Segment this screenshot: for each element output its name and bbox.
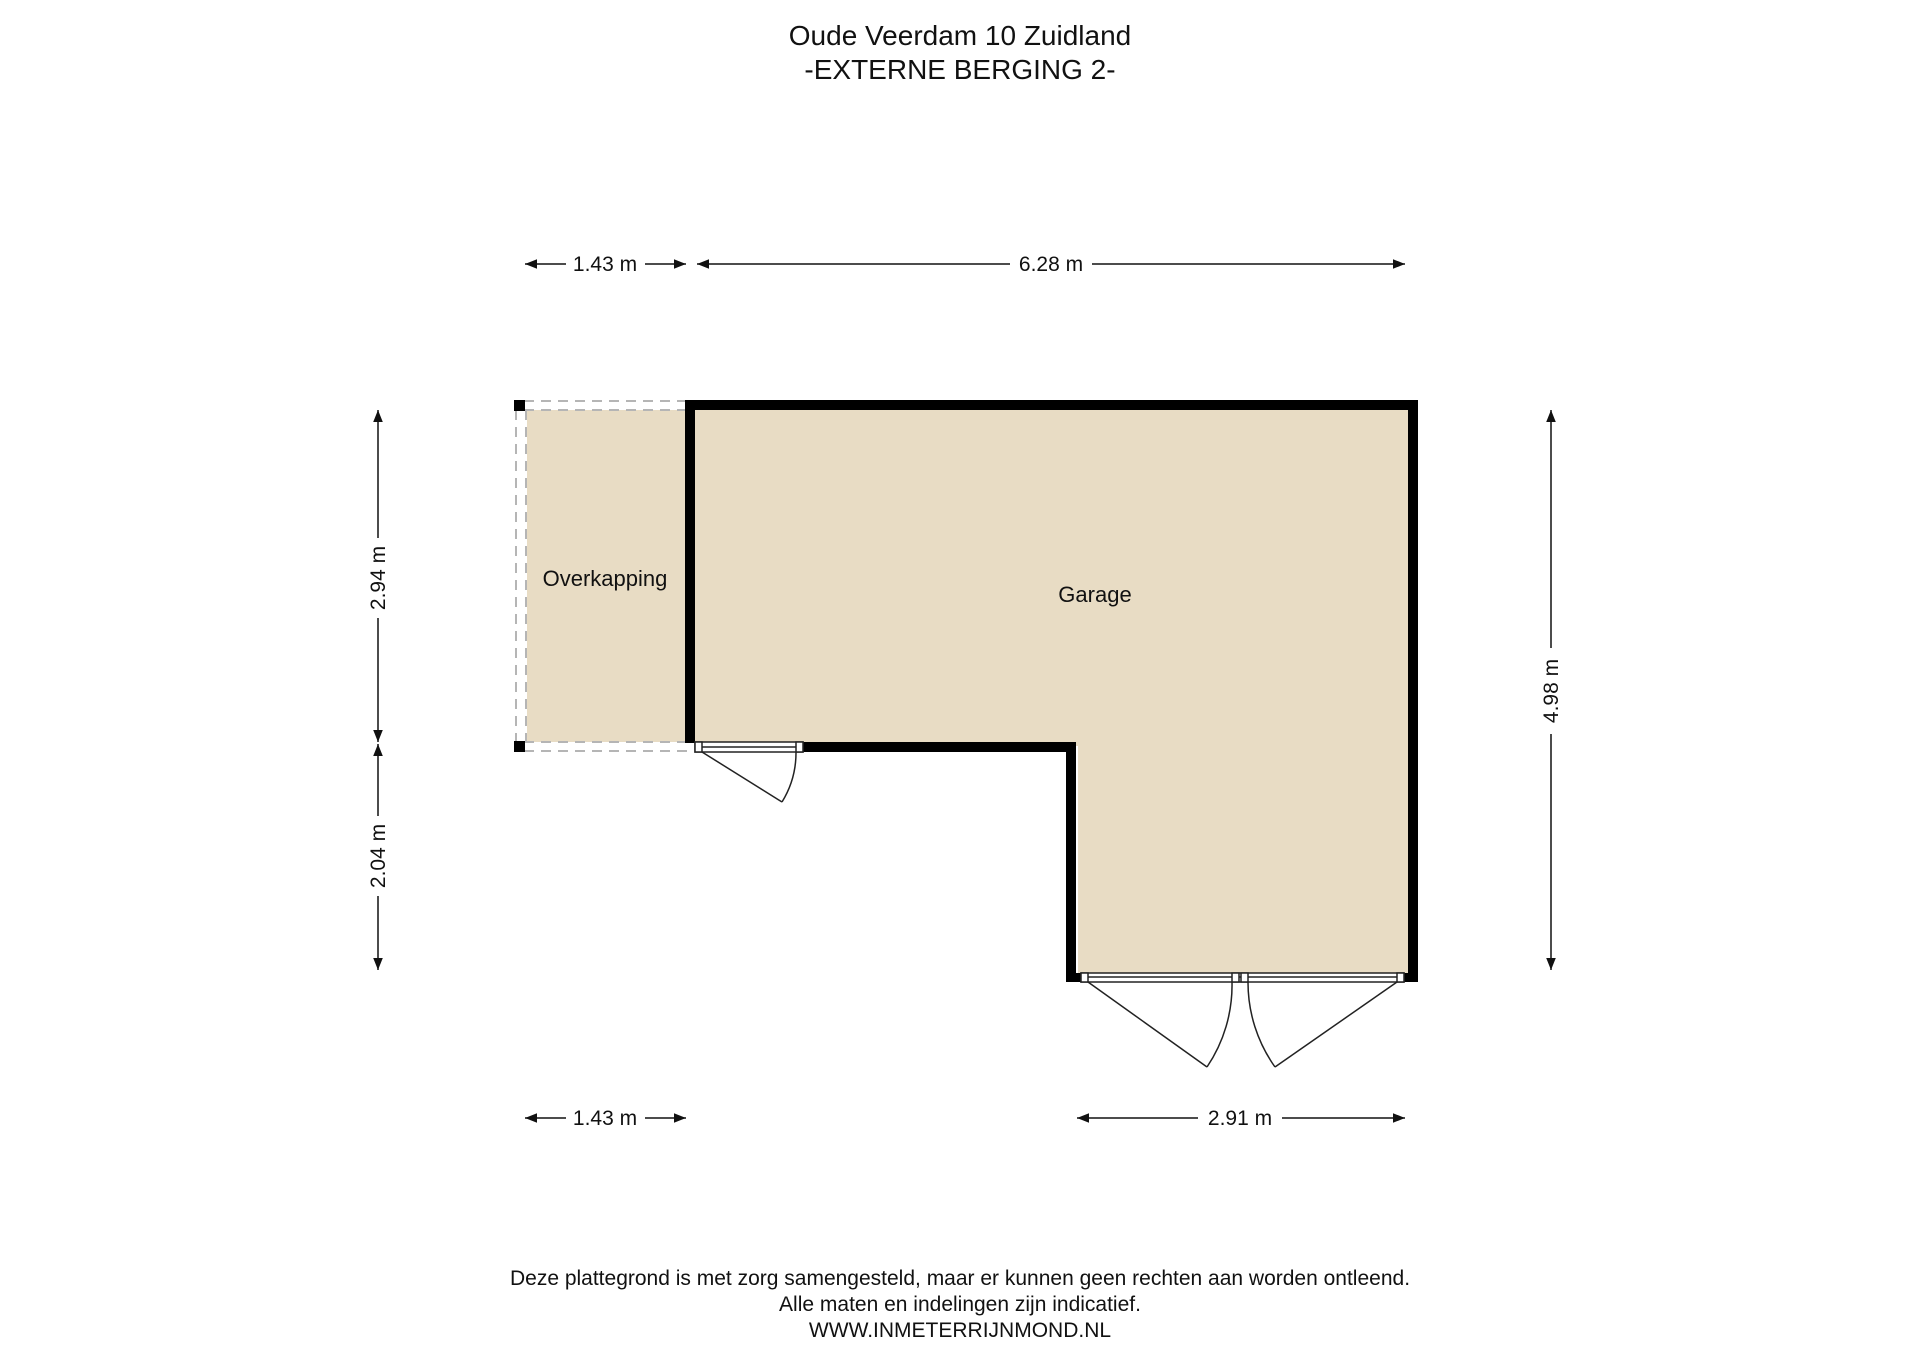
room-label-garage: Garage [1058, 582, 1132, 607]
dim-right: 4.98 m [1540, 658, 1563, 724]
website-url: WWW.INMETERRIJNMOND.NL [808, 1319, 1112, 1342]
corner-post-top [514, 400, 525, 411]
disclaimer-line-2: Alle maten en indelingen zijn indicatief. [779, 1293, 1141, 1316]
garage-double-door [1081, 973, 1404, 1067]
corner-post-bottom [514, 741, 525, 752]
disclaimer-line-1: Deze plattegrond is met zorg samengesteld, maar er kunnen geen rechten aan worden ontleend. [509, 1267, 1411, 1290]
garage-floor [695, 410, 1413, 978]
dim-top-right: 6.28 m [1018, 253, 1084, 276]
dim-bottom-right: 2.91 m [1207, 1107, 1273, 1130]
room-label-overkapping: Overkapping [542, 566, 668, 591]
dim-left-lower: 2.04 m [367, 823, 390, 889]
plan-address: Oude Veerdam 10 Zuidland [788, 20, 1132, 51]
dim-top-left: 1.43 m [572, 253, 638, 276]
dim-left-upper: 2.94 m [367, 545, 390, 611]
plan-subtitle: -EXTERNE BERGING 2- [804, 54, 1116, 85]
side-door [695, 742, 803, 802]
dim-bottom-left: 1.43 m [572, 1107, 638, 1130]
